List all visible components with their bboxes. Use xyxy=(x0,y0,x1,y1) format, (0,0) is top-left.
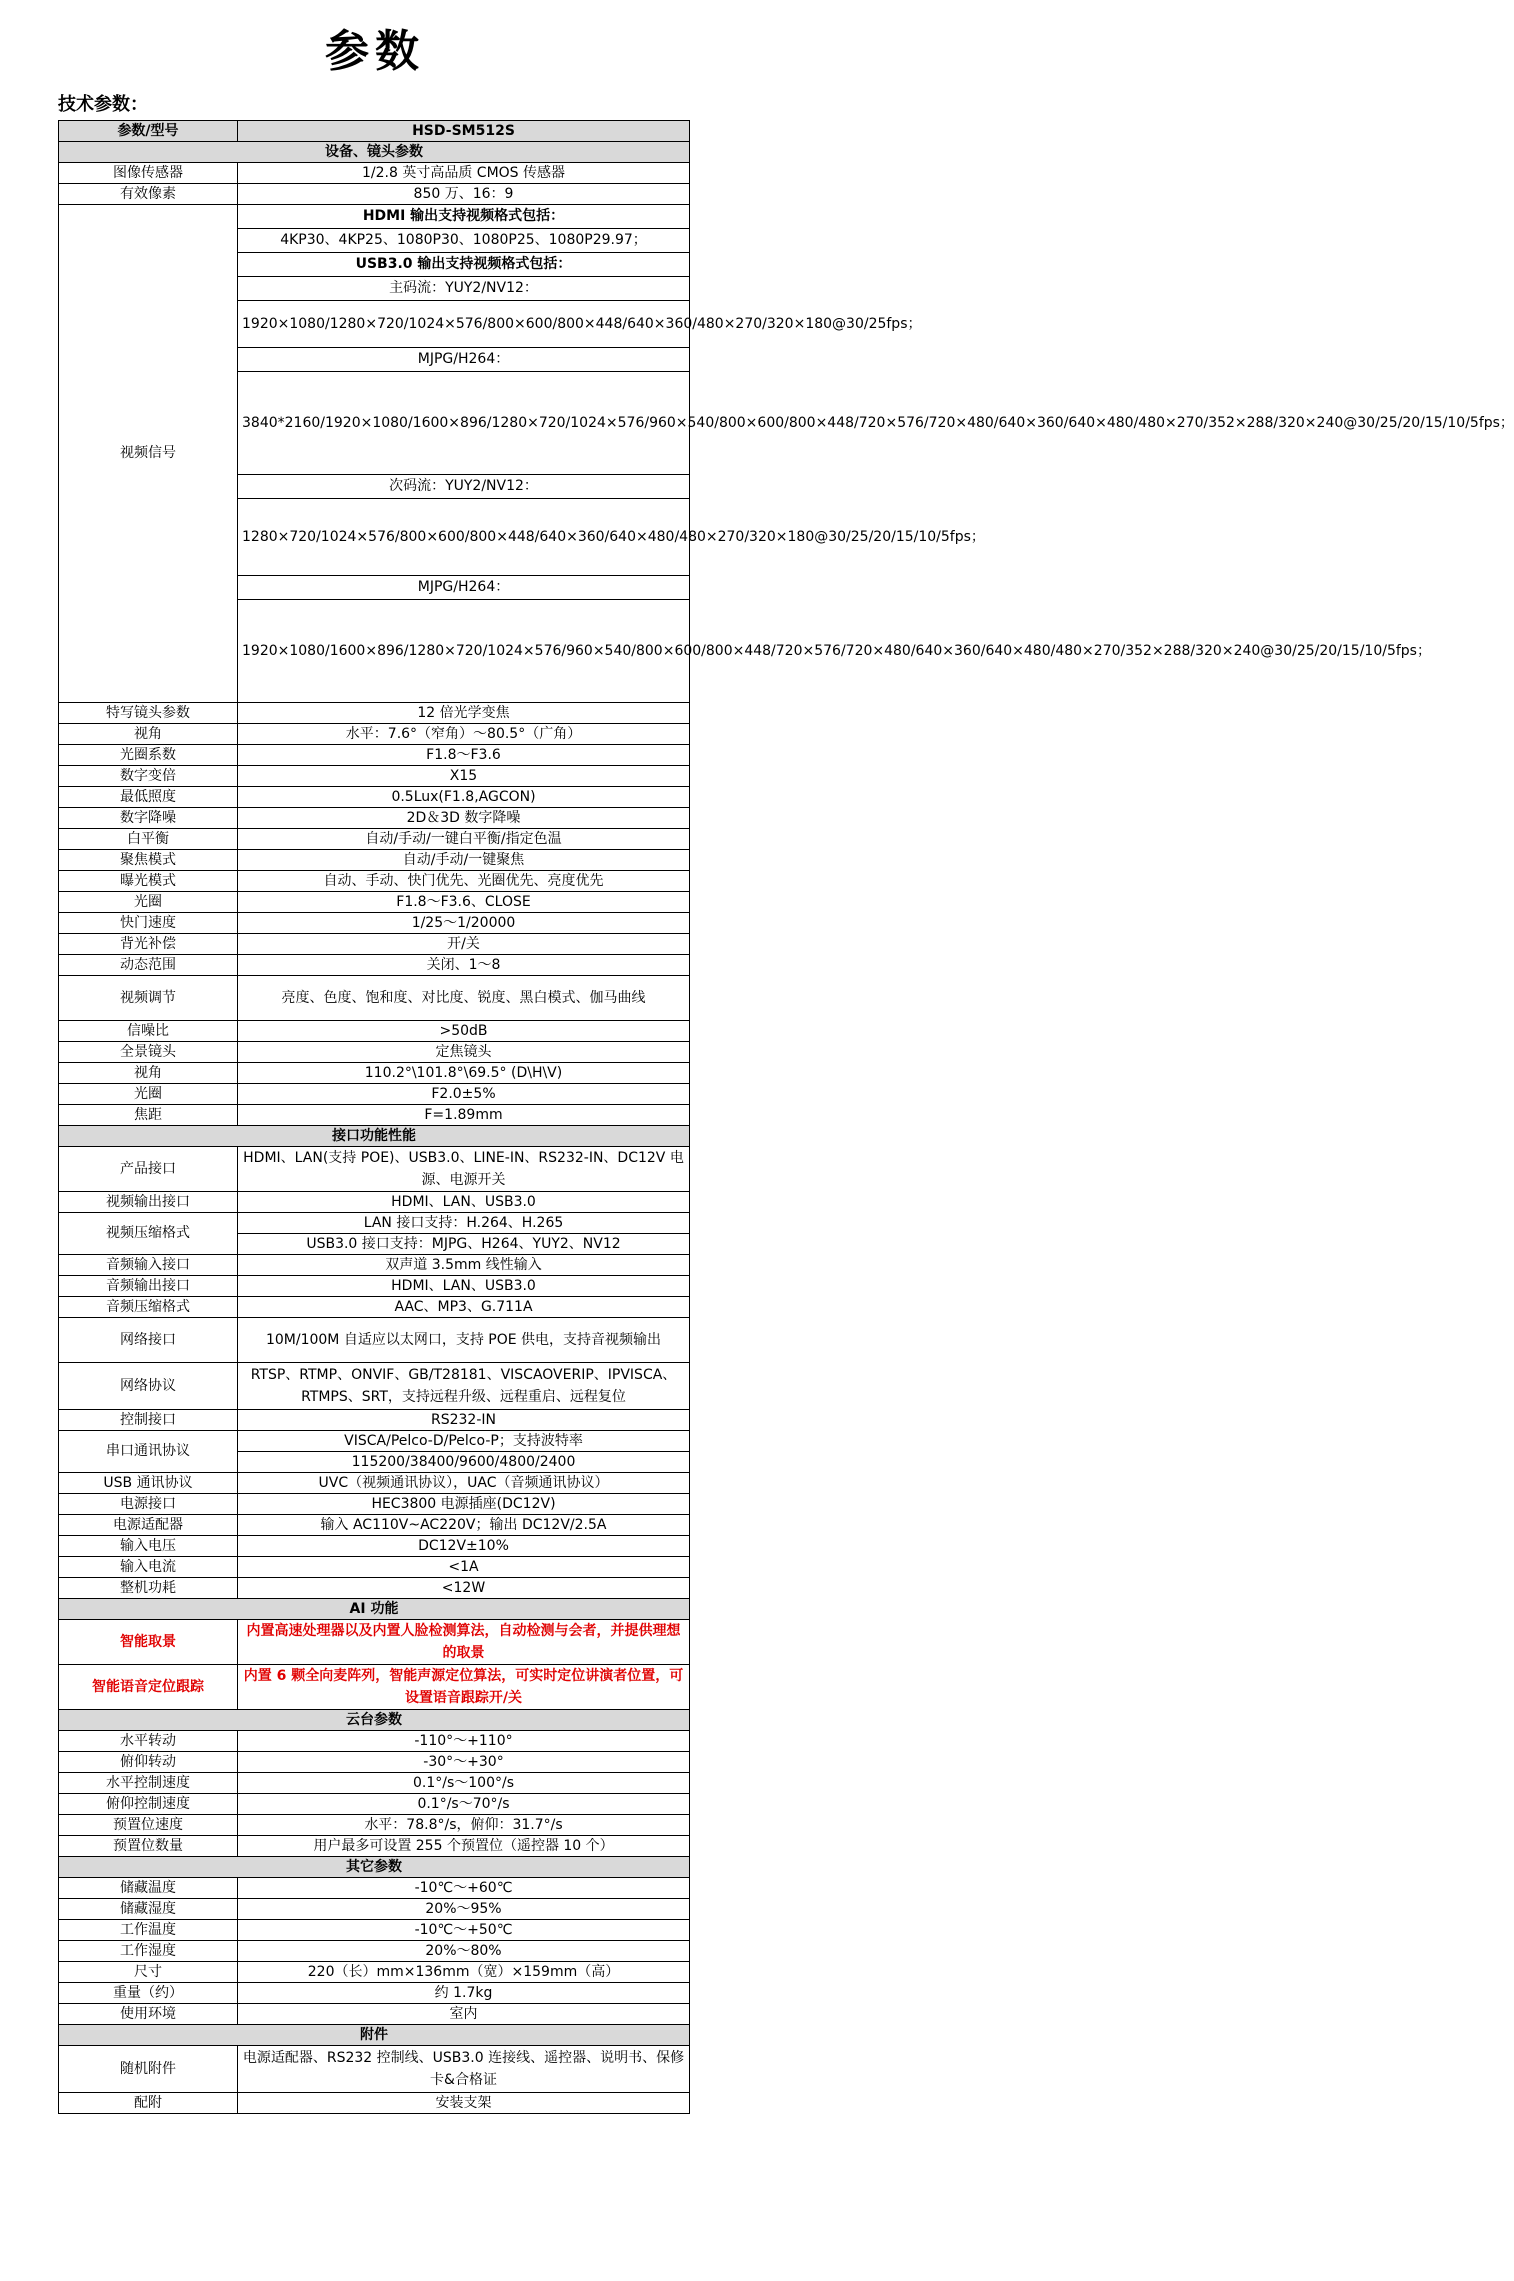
row-label: 视频压缩格式 xyxy=(59,1213,238,1255)
row-value: 约 1.7kg xyxy=(238,1983,690,2004)
row-label: 水平转动 xyxy=(59,1731,238,1752)
row-label: 视频输出接口 xyxy=(59,1192,238,1213)
table-row xyxy=(59,1276,690,1297)
row-value: 定焦镜头 xyxy=(238,1042,690,1063)
row-value: 双声道 3.5mm 线性输入 xyxy=(238,1255,690,1276)
row-label: 聚焦模式 xyxy=(59,850,238,871)
section-title: 接口功能性能 xyxy=(59,1126,690,1147)
row-value: 20%～80% xyxy=(238,1941,690,1962)
row-value: 电源适配器、RS232 控制线、USB3.0 连接线、遥控器、说明书、保修卡&合格证 xyxy=(238,2046,690,2093)
row-value: 0.5Lux(F1.8,AGCON) xyxy=(238,787,690,808)
row-value: HDMI、LAN、USB3.0 xyxy=(238,1192,690,1213)
table-row xyxy=(59,184,690,205)
row-value: -10℃～+60℃ xyxy=(238,1878,690,1899)
row-label: 俯仰控制速度 xyxy=(59,1794,238,1815)
row-value: RTSP、RTMP、ONVIF、GB/T28181、VISCAOVERIP、IPVISCA、RTMPS、SRT，支持远程升级、远程重启、远程复位 xyxy=(238,1363,690,1410)
table-row xyxy=(59,766,690,787)
table-row xyxy=(59,1431,690,1452)
row-value: X15 xyxy=(238,766,690,787)
row-value: AAC、MP3、G.711A xyxy=(238,1297,690,1318)
table-row xyxy=(59,1147,690,1192)
row-value: <12W xyxy=(238,1578,690,1599)
table-row xyxy=(59,1836,690,1857)
row-value: 110.2°\101.8°\69.5° (D\H\V) xyxy=(238,1063,690,1084)
row-value: HDMI、LAN(支持 POE)、USB3.0、LINE-IN、RS232-IN、DC12V 电源、电源开关 xyxy=(238,1147,690,1192)
row-value: 内置 6 颗全向麦阵列，智能声源定位算法，可实时定位讲演者位置，可设置语音跟踪开/关 xyxy=(238,1665,690,1710)
row-value: F1.8～F3.6 xyxy=(238,745,690,766)
table-row xyxy=(59,913,690,934)
table-row xyxy=(59,2046,690,2093)
row-label: 尺寸 xyxy=(59,1962,238,1983)
table-row xyxy=(59,1536,690,1557)
row-value: F2.0±5% xyxy=(238,1084,690,1105)
row-label: 使用环境 xyxy=(59,2004,238,2025)
row-value: F1.8～F3.6、CLOSE xyxy=(238,892,690,913)
video-sub-mjpg: 1920×1080/1600×896/1280×720/1024×576/960×540/800×600/800×448/720×576/720×480/640×360/640×480/480×270/352×288/320×240@30/25/20/15/10/5fps； xyxy=(238,600,690,703)
row-label: 控制接口 xyxy=(59,1410,238,1431)
row-label: 智能取景 xyxy=(59,1620,238,1665)
table-row xyxy=(59,745,690,766)
row-label: 串口通讯协议 xyxy=(59,1431,238,1473)
section-row-other xyxy=(59,1857,690,1878)
section-row-accessory xyxy=(59,2025,690,2046)
table-row xyxy=(59,1255,690,1276)
row-label: 产品接口 xyxy=(59,1147,238,1192)
row-label: 视角 xyxy=(59,1063,238,1084)
table-row xyxy=(59,1410,690,1431)
row-value: 安装支架 xyxy=(238,2093,690,2114)
table-row xyxy=(59,724,690,745)
row-label: 智能语音定位跟踪 xyxy=(59,1665,238,1710)
header-model: HSD-SM512S xyxy=(238,121,690,142)
row-label: 图像传感器 xyxy=(59,163,238,184)
row-label: 动态范围 xyxy=(59,955,238,976)
table-row xyxy=(59,1815,690,1836)
video-sub-title: 次码流：YUY2/NV12： xyxy=(238,475,690,499)
table-row xyxy=(59,1557,690,1578)
section-row-ai xyxy=(59,1599,690,1620)
table-row xyxy=(59,1494,690,1515)
row-value: 自动/手动/一键聚焦 xyxy=(238,850,690,871)
row-value: RS232-IN xyxy=(238,1410,690,1431)
row-value: VISCA/Pelco-D/Pelco-P；支持波特率 xyxy=(238,1431,690,1452)
row-value: 内置高速处理器以及内置人脸检测算法，自动检测与会者，并提供理想的取景 xyxy=(238,1620,690,1665)
row-value: 开/关 xyxy=(238,934,690,955)
row-value: 室内 xyxy=(238,2004,690,2025)
row-value: DC12V±10% xyxy=(238,1536,690,1557)
row-value: HDMI、LAN、USB3.0 xyxy=(238,1276,690,1297)
row-label: 音频输入接口 xyxy=(59,1255,238,1276)
row-value: 115200/38400/9600/4800/2400 xyxy=(238,1452,690,1473)
table-row xyxy=(59,1192,690,1213)
table-header xyxy=(59,121,690,142)
table-row xyxy=(59,1473,690,1494)
row-label: 音频压缩格式 xyxy=(59,1297,238,1318)
table-row xyxy=(59,892,690,913)
row-label: 最低照度 xyxy=(59,787,238,808)
row-label: 重量（约） xyxy=(59,1983,238,2004)
table-row xyxy=(59,1962,690,1983)
table-row xyxy=(59,955,690,976)
row-label: 数字降噪 xyxy=(59,808,238,829)
table-row xyxy=(59,205,690,229)
row-label: 白平衡 xyxy=(59,829,238,850)
table-row xyxy=(59,1941,690,1962)
table-row xyxy=(59,1983,690,2004)
table-row xyxy=(59,1105,690,1126)
row-value: 220（长）mm×136mm（宽）×159mm（高） xyxy=(238,1962,690,1983)
row-value: 0.1°/s～70°/s xyxy=(238,1794,690,1815)
page-title: 参数 xyxy=(325,26,425,77)
video-main-mjpg-title: MJPG/H264： xyxy=(238,348,690,372)
row-label: 快门速度 xyxy=(59,913,238,934)
video-main-yuy: 1920×1080/1280×720/1024×576/800×600/800×448/640×360/480×270/320×180@30/25fps； xyxy=(238,301,690,348)
table-row xyxy=(59,850,690,871)
section-row-interface xyxy=(59,1126,690,1147)
video-hdmi-title: HDMI 输出支持视频格式包括： xyxy=(238,205,690,229)
section-title: AI 功能 xyxy=(59,1599,690,1620)
table-row xyxy=(59,163,690,184)
table-row xyxy=(59,2093,690,2114)
table-row xyxy=(59,829,690,850)
row-label: 配附 xyxy=(59,2093,238,2114)
row-label: 储藏湿度 xyxy=(59,1899,238,1920)
row-label: 视频信号 xyxy=(59,205,238,703)
table-row xyxy=(59,1213,690,1234)
video-sub-mjpg-title: MJPG/H264： xyxy=(238,576,690,600)
table-row xyxy=(59,1515,690,1536)
row-value: 20%～95% xyxy=(238,1899,690,1920)
row-label: 特写镜头参数 xyxy=(59,703,238,724)
row-value: 12 倍光学变焦 xyxy=(238,703,690,724)
table-row xyxy=(59,1620,690,1665)
table-row xyxy=(59,934,690,955)
section-subtitle: 技术参数： xyxy=(58,94,148,115)
row-value: USB3.0 接口支持：MJPG、H264、YUY2、NV12 xyxy=(238,1234,690,1255)
row-value: >50dB xyxy=(238,1021,690,1042)
row-label: 全景镜头 xyxy=(59,1042,238,1063)
row-value: F=1.89mm xyxy=(238,1105,690,1126)
row-label: 预置位速度 xyxy=(59,1815,238,1836)
table-row xyxy=(59,1042,690,1063)
row-label: 预置位数量 xyxy=(59,1836,238,1857)
section-row-ptz xyxy=(59,1710,690,1731)
table-row xyxy=(59,1578,690,1599)
table-row xyxy=(59,703,690,724)
video-main-title: 主码流：YUY2/NV12： xyxy=(238,277,690,301)
video-main-mjpg: 3840*2160/1920×1080/1600×896/1280×720/1024×576/960×540/800×600/800×448/720×576/720×480/640×360/640×480/480×270/352×288/320×240@30/25/20/15/10/5fps； xyxy=(238,372,690,475)
row-label: 视频调节 xyxy=(59,976,238,1021)
table-row xyxy=(59,1920,690,1941)
table-row xyxy=(59,871,690,892)
row-value: 850 万、16：9 xyxy=(238,184,690,205)
row-value: 水平：7.6°（窄角）～80.5°（广角） xyxy=(238,724,690,745)
row-label: 信噪比 xyxy=(59,1021,238,1042)
video-sub-yuy: 1280×720/1024×576/800×600/800×448/640×360/640×480/480×270/320×180@30/25/20/15/10/5fps； xyxy=(238,499,690,576)
row-label: 俯仰转动 xyxy=(59,1752,238,1773)
table-row xyxy=(59,1665,690,1710)
section-title: 设备、镜头参数 xyxy=(59,142,690,163)
row-label: 视角 xyxy=(59,724,238,745)
table-row xyxy=(59,1773,690,1794)
row-label: 数字变倍 xyxy=(59,766,238,787)
table-row xyxy=(59,1063,690,1084)
row-value: 0.1°/s～100°/s xyxy=(238,1773,690,1794)
table-row xyxy=(59,787,690,808)
table-row xyxy=(59,808,690,829)
row-label: 输入电流 xyxy=(59,1557,238,1578)
row-label: 网络接口 xyxy=(59,1318,238,1363)
row-label: 电源接口 xyxy=(59,1494,238,1515)
header-label: 参数/型号 xyxy=(59,121,238,142)
row-value: 用户最多可设置 255 个预置位（遥控器 10 个） xyxy=(238,1836,690,1857)
row-value: -30°～+30° xyxy=(238,1752,690,1773)
row-label: 光圈 xyxy=(59,892,238,913)
row-label: 随机附件 xyxy=(59,2046,238,2093)
table-row xyxy=(59,1084,690,1105)
row-value: 2D＆3D 数字降噪 xyxy=(238,808,690,829)
row-label: 网络协议 xyxy=(59,1363,238,1410)
row-value: 1/25～1/20000 xyxy=(238,913,690,934)
table-row xyxy=(59,2004,690,2025)
row-value: 自动、手动、快门优先、光圈优先、亮度优先 xyxy=(238,871,690,892)
row-value: 1/2.8 英寸高品质 CMOS 传感器 xyxy=(238,163,690,184)
table-row xyxy=(59,1752,690,1773)
table-row xyxy=(59,1318,690,1363)
row-label: 背光补偿 xyxy=(59,934,238,955)
row-label: 光圈 xyxy=(59,1084,238,1105)
row-label: 整机功耗 xyxy=(59,1578,238,1599)
row-value: LAN 接口支持：H.264、H.265 xyxy=(238,1213,690,1234)
row-value: UVC（视频通讯协议），UAC（音频通讯协议） xyxy=(238,1473,690,1494)
table-row xyxy=(59,1297,690,1318)
section-title: 附件 xyxy=(59,2025,690,2046)
section-title: 云台参数 xyxy=(59,1710,690,1731)
section-title: 其它参数 xyxy=(59,1857,690,1878)
spec-table xyxy=(58,120,1514,2114)
table-row xyxy=(59,1899,690,1920)
video-usb-title: USB3.0 输出支持视频格式包括： xyxy=(238,253,690,277)
row-value: -10℃～+50℃ xyxy=(238,1920,690,1941)
row-label: 输入电压 xyxy=(59,1536,238,1557)
row-label: 工作湿度 xyxy=(59,1941,238,1962)
video-hdmi-formats: 4KP30、4KP25、1080P30、1080P25、1080P29.97； xyxy=(238,229,690,253)
table-row xyxy=(59,1878,690,1899)
row-label: 光圈系数 xyxy=(59,745,238,766)
row-label: 储藏温度 xyxy=(59,1878,238,1899)
row-value: -110°～+110° xyxy=(238,1731,690,1752)
table-row xyxy=(59,976,690,1021)
row-value: HEC3800 电源插座(DC12V) xyxy=(238,1494,690,1515)
table-row xyxy=(59,1363,690,1410)
row-label: 有效像素 xyxy=(59,184,238,205)
row-value: 输入 AC110V~AC220V；输出 DC12V/2.5A xyxy=(238,1515,690,1536)
row-label: 水平控制速度 xyxy=(59,1773,238,1794)
row-value: <1A xyxy=(238,1557,690,1578)
table-row xyxy=(59,1794,690,1815)
row-value: 自动/手动/一键白平衡/指定色温 xyxy=(238,829,690,850)
table-row xyxy=(59,1731,690,1752)
row-label: 电源适配器 xyxy=(59,1515,238,1536)
row-value: 关闭、1～8 xyxy=(238,955,690,976)
row-value: 10M/100M 自适应以太网口，支持 POE 供电，支持音视频输出 xyxy=(238,1318,690,1363)
row-label: 曝光模式 xyxy=(59,871,238,892)
row-label: 工作温度 xyxy=(59,1920,238,1941)
row-label: 音频输出接口 xyxy=(59,1276,238,1297)
table-row xyxy=(59,1021,690,1042)
row-value: 亮度、色度、饱和度、对比度、锐度、黑白模式、伽马曲线 xyxy=(238,976,690,1021)
row-value: 水平：78.8°/s，俯仰：31.7°/s xyxy=(238,1815,690,1836)
row-label: 焦距 xyxy=(59,1105,238,1126)
row-label: USB 通讯协议 xyxy=(59,1473,238,1494)
section-row-device xyxy=(59,142,690,163)
